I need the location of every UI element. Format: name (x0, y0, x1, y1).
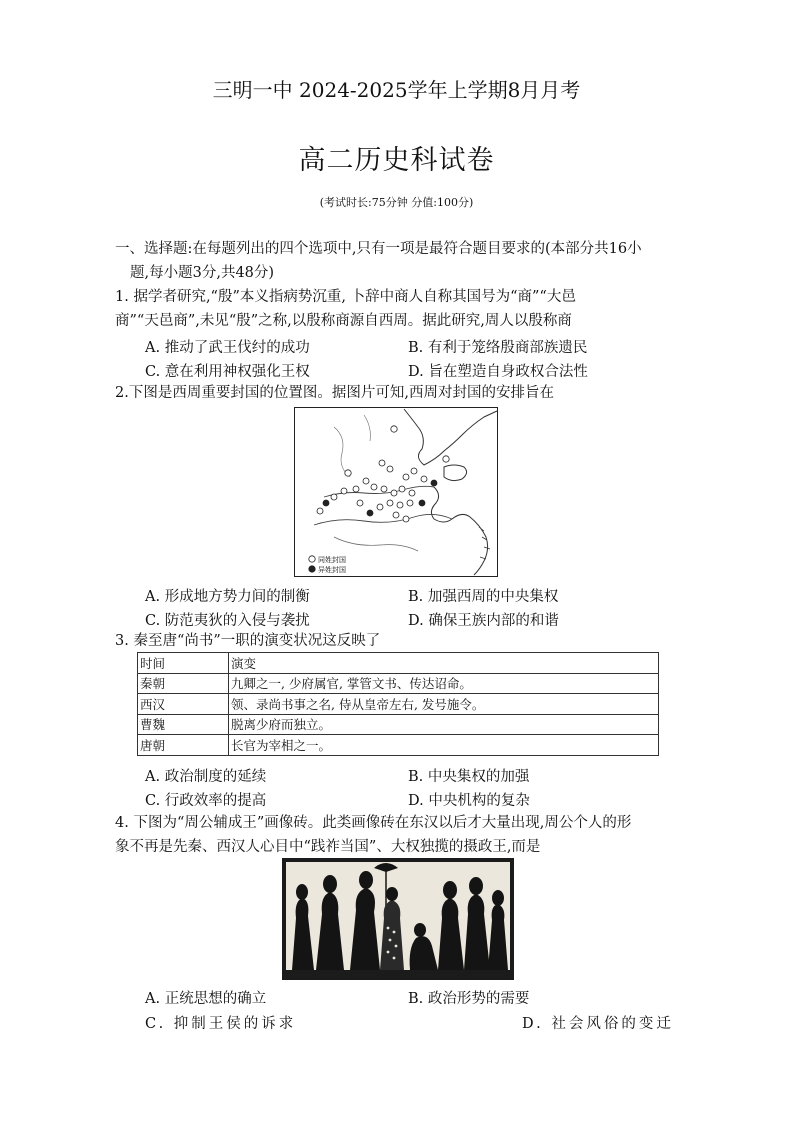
section-instruction-line1: 一、选择题:在每题列出的四个选项中,只有一项是最符合题目要求的(本部分共16小 (115, 241, 642, 257)
table-cell-dynasty: 唐朝 (138, 735, 229, 756)
table-header-evolution: 演变 (229, 653, 659, 674)
shangshu-evolution-table (137, 652, 659, 756)
q4-stem-line2: 象不再是先秦、西汉人心目中“践祚当国”、大权独揽的摄政王,而是 (115, 839, 541, 855)
q2-option-a[interactable]: A. 形成地方势力间的制衡 (145, 589, 310, 605)
q1-option-b[interactable]: B. 有利于笼络殷商部族遗民 (408, 340, 588, 356)
table-cell-evolution: 长官为宰相之一。 (229, 735, 659, 756)
table-header-row (138, 653, 659, 674)
q4-option-a[interactable]: A. 正统思想的确立 (145, 991, 267, 1007)
table-cell-evolution: 脱离少府而独立。 (229, 714, 659, 735)
q2-stem: 2.下图是西周重要封国的位置图。据图片可知,西周对封国的安排旨在 (115, 385, 554, 401)
exam-meta: (考试时长:75分钟 分值:100分) (319, 196, 474, 209)
q2-option-c[interactable]: C. 防范夷狄的入侵与袭扰 (145, 613, 310, 629)
table-cell-evolution: 九卿之一, 少府属官, 掌管文书、传达诏命。 (229, 673, 659, 694)
table-row (138, 694, 659, 715)
q1-option-a[interactable]: A. 推动了武王伐纣的成功 (145, 340, 310, 356)
q2-option-b[interactable]: B. 加强西周的中央集权 (408, 589, 559, 605)
table-cell-evolution: 领、录尚书事之名, 侍从皇帝左右, 发号施令。 (229, 694, 659, 715)
exam-school-header: 三明一中 2024-2025学年上学期8月月考 (212, 78, 581, 102)
section-instruction-line2: 题,每小题3分,共48分) (130, 265, 275, 281)
q4-option-c[interactable]: C. 抑制王侯的诉求 (145, 1016, 297, 1032)
q1-stem-line1: 1. 据学者研究,“殷”本义指病势沉重, 卜辞中商人自称其国号为“商”“大邑 (115, 289, 576, 305)
zhougong-assists-chengwang-brick-image (282, 858, 514, 980)
exam-title: 高二历史科试卷 (298, 145, 495, 176)
q1-option-d[interactable]: D. 旨在塑造自身政权合法性 (408, 364, 588, 380)
q4-stem-line1: 4. 下图为“周公辅成王”画像砖。此类画像砖在东汉以后才大量出现,周公个人的形 (115, 815, 632, 831)
q1-option-c[interactable]: C. 意在利用神权强化王权 (145, 364, 310, 380)
q3-option-d[interactable]: D. 中央机构的复杂 (408, 793, 530, 809)
map-legend-different-surname: 异姓封国 (318, 566, 346, 574)
table-row (138, 714, 659, 735)
map-legend-same-surname: 同姓封国 (318, 556, 346, 564)
q4-option-d[interactable]: D. 社会风俗的变迁 (522, 1016, 674, 1032)
q3-option-c[interactable]: C. 行政效率的提高 (145, 793, 267, 809)
table-cell-dynasty: 西汉 (138, 694, 229, 715)
q1-stem-line2: 商”“天邑商”,未见“殷”之称,以殷称商源自西周。据此研究,周人以殷称商 (115, 313, 572, 329)
q2-option-d[interactable]: D. 确保王族内部的和谐 (408, 613, 559, 629)
table-cell-dynasty: 秦朝 (138, 673, 229, 694)
table-row (138, 735, 659, 756)
table-cell-dynasty: 曹魏 (138, 714, 229, 735)
q4-option-b[interactable]: B. 政治形势的需要 (408, 991, 530, 1007)
western-zhou-fiefdom-map (294, 407, 498, 577)
table-row (138, 673, 659, 694)
q3-stem: 3. 秦至唐“尚书”一职的演变状况这反映了 (115, 633, 381, 649)
table-header-time: 时间 (138, 653, 229, 674)
q3-option-b[interactable]: B. 中央集权的加强 (408, 769, 530, 785)
q3-option-a[interactable]: A. 政治制度的延续 (145, 769, 267, 785)
